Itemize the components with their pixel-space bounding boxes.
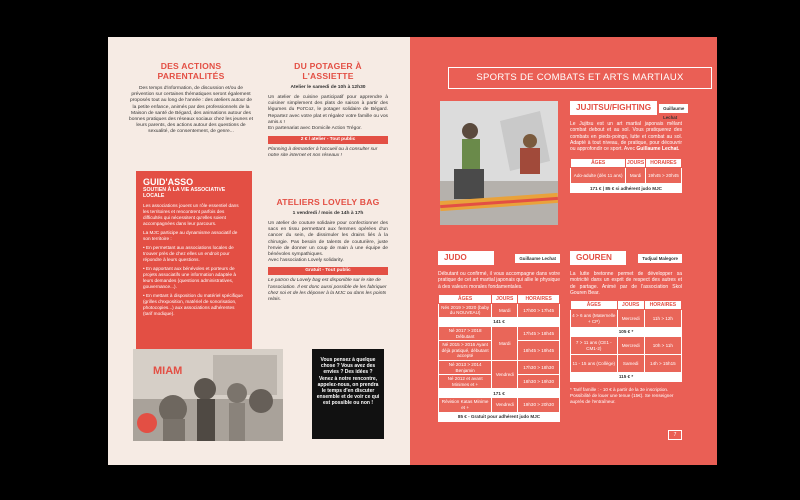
jujitsu-teacher: Guillaume Lechat <box>659 104 688 113</box>
miam-photo <box>133 349 283 441</box>
lovely-partner: Avec l'association Lovely solidarity. <box>268 258 344 264</box>
table-cell: Révision Katas Minime et + <box>439 398 492 412</box>
potager-price: 2 € / atelier - Tout public <box>268 136 388 144</box>
table-cell: Né 2012 et avant Minimes et + <box>439 375 492 389</box>
table-cell: 7 > 11 ans (CE1 - CM1-2) <box>571 337 618 355</box>
table-cell: Samedi <box>617 355 644 373</box>
miam-photo-image <box>133 349 283 441</box>
gouren-price-row: 115 € * <box>571 373 682 382</box>
martial-photo <box>440 101 558 225</box>
contact-box: Vous pensez à quelque chose ? Vous avez des envies ? Des idées ? Venez à notre rencontre, appelez-nous, on prendra le temps d'en discuter ensemble et de voir ce qui est possible ou non ! <box>312 349 384 439</box>
potager-subtitle: Atelier le samedi de 10h à 12h30 <box>290 85 366 90</box>
table-cell: Mercredi <box>617 337 644 355</box>
table-cell: 19h30 > 20h30 <box>518 398 560 412</box>
jujitsu-price: 171 € | 85 € si adhérent judo MJC <box>571 184 682 193</box>
page-number: 7 <box>668 430 682 440</box>
table-cell: 4 > 6 ans (Maternelle + CP) <box>571 310 618 328</box>
table-header: ÂGES <box>571 159 626 168</box>
table-header: ÂGES <box>439 294 492 303</box>
table-cell: 18h30 > 19h30 <box>518 375 560 389</box>
jujitsu-table <box>570 158 682 193</box>
table-cell: Vendredi <box>492 361 518 389</box>
table-row <box>571 310 682 328</box>
lovely-subtitle: 1 vendredi / mois de 14h à 17h <box>292 211 364 216</box>
guidasso-paragraph: Les associations jouent un rôle essentiel dans les territoires et rencontrent parfois des difficultés qui nécessitent qu'elles soient accompagnées dans leur parcours. <box>143 203 239 226</box>
jujitsu-title: JUJITSU/FIGHTING <box>570 101 657 115</box>
jujitsu-header <box>570 101 685 120</box>
right-page <box>410 37 717 465</box>
guidasso-title: GUID'ASSO <box>143 177 194 187</box>
judo-price-row: 171 € <box>439 389 560 398</box>
table-header: ÂGES <box>571 301 618 310</box>
potager-note: Planning à demander à l'accueil ou à consulter sur notre site internet et nos réseaux ! <box>268 147 378 159</box>
jujitsu-body-text: Le Jujitsu est un art martial japonais mêlant combat debout et au sol. Vous pratiquerez des combats en pieds-poings, lutte et combat au sol. Adapté à tout niveau, de pratique, pour découvrir ou approfondir ce sport. Avec <box>570 121 682 153</box>
left-page <box>108 37 410 465</box>
actions-title: DES ACTIONS PARENTALITÉS <box>157 61 225 81</box>
guidasso-paragraph: • En apportant aux bénévoles et porteurs de projets associatifs une information adaptée à leurs demandes (questions administratives, gouvernance...). <box>143 266 237 289</box>
potager-body: Un atelier de cuisine participatif pour apprendre à cuisiner simplement des plats de saison à partir des légumes du Pot'Coz, le potager solidaire de Bégard. Repartez avec votre plat et régalez votre famille ou vos amis.s ! <box>268 95 388 125</box>
table-row <box>439 303 560 317</box>
potager-partner: En partenariat avec Domicile Action Trégor. <box>268 126 362 132</box>
table-cell: Nés 2019 > 2020 (baby du NOUVEAU) <box>439 303 492 317</box>
table-cell: 17h00 > 17h45 <box>518 303 560 317</box>
table-cell: 17h45 > 18h45 <box>518 327 560 341</box>
guidasso-paragraph: • En permettant aux associations locales de trouver près de chez elles un endroit pour répondre à leurs questions. <box>143 245 234 262</box>
lovely-price: Gratuit - Tout public <box>268 267 388 275</box>
lovely-note: Le patron du Lovely bag est disponible sur le site de l'association. Il est donc aussi possible de les fabriquer chez soi et de les déposer à la MJC ou dans les points relais. <box>268 278 387 303</box>
judo-header <box>438 251 560 265</box>
judo-table <box>438 294 560 422</box>
table-row <box>571 168 682 184</box>
lovely-section <box>268 197 388 303</box>
table-header: JOURS <box>617 301 644 310</box>
gouren-title: GOUREN <box>570 251 626 265</box>
table-cell: Mardi <box>626 168 646 184</box>
guidasso-box <box>136 171 252 357</box>
jujitsu-body <box>570 121 682 152</box>
table-row <box>439 327 560 341</box>
table-cell: 11h > 12h <box>644 310 681 328</box>
table-cell: 14h > 15h15 <box>644 355 681 373</box>
table-cell: Mardi <box>492 303 518 317</box>
table-row <box>439 398 560 412</box>
table-cell: Vendredi <box>492 398 518 412</box>
table-header: HORAIRES <box>644 301 681 310</box>
table-cell: Ado-adulte (dès 11 ans) <box>571 168 626 184</box>
guidasso-paragraph: • En mettant à disposition du matériel spécifique (grilles d'exposition, matériel de sonorisation, photocopies...) aux associations adhérentes (tarif modique). <box>143 293 243 316</box>
table-cell: 10h > 11h <box>644 337 681 355</box>
gouren-table <box>570 300 682 382</box>
table-cell: Mardi <box>492 327 518 361</box>
table-row <box>439 361 560 375</box>
guidasso-subtitle: SOUTIEN À LA VIE ASSOCIATIVE LOCALE <box>143 187 226 199</box>
table-cell: Né 2015 > 2016 Ayant déjà pratiqué, débutant accepté <box>439 341 492 361</box>
table-cell: 19h45 > 20h45 <box>645 168 681 184</box>
table-cell: Né 2013 > 2014 Benjamin <box>439 361 492 375</box>
table-header: JOURS <box>492 294 518 303</box>
right-page-title: SPORTS DE COMBATS ET ARTS MARTIAUX <box>448 67 712 89</box>
judo-price: 85 € - Gratuit pour adhérent judo MJC <box>439 412 560 421</box>
actions-body: Des temps d'information, de discussion et/ou de prévention sur certaines thématiques seront également proposés tout au long de l'année : des ateliers autour de la petite enfance, animés par des professionnels de la Maison de santé de Bégard, des animations autour des bonnes pratiques des réseaux sociaux chez les jeunes et leurs parents, des actions autour des questions de sexualité, de consentement, de genre... <box>129 86 253 135</box>
martial-photo-image <box>440 101 558 225</box>
gouren-footnote: * Tarif famille : - 10 € à partir de la 3e inscription. Possibilité de louer une tenue (15€). Se renseigner auprès de l'entraîneur. <box>570 387 674 404</box>
table-cell: Né 2017 > 2018 Débutant <box>439 327 492 341</box>
miam-label: MIAM <box>153 365 183 377</box>
lovely-title: ATELIERS LOVELY BAG <box>276 197 380 207</box>
table-header: JOURS <box>626 160 645 167</box>
judo-price-row: 141 € <box>439 318 560 327</box>
table-header: HORAIRES <box>518 294 560 303</box>
lovely-body: Un atelier de couture solidaire pour confectionner des sacs en tissu permettant aux femmes opérées d'un cancer du sein, de dissimuler les drains liés à la chirurgie. Pas besoin de talents de couturière, juste l'envie de donner un coup de main à une équipe de bénévoles sympathiques. <box>268 221 388 258</box>
table-cell: 11 - 15 ans (Collège) <box>571 355 618 373</box>
table-row <box>571 337 682 355</box>
gouren-teacher: Tudjual Malegore <box>638 254 682 263</box>
table-cell: 18h45 > 19h45 <box>518 341 560 361</box>
judo-body: Débutant ou confirmé, il vous accompagne dans votre pratique de cet art martial japonais qui allie le physique à des valeurs morales fondamentales. <box>438 271 560 290</box>
table-cell: 17h30 > 18h30 <box>518 361 560 375</box>
judo-section <box>438 251 560 422</box>
table-row <box>571 355 682 373</box>
gouren-header <box>570 251 682 265</box>
judo-teacher: Guillaume Lechat <box>515 254 560 263</box>
table-header: HORAIRES <box>645 159 681 168</box>
judo-title: JUDO <box>438 251 494 265</box>
guidasso-paragraph: La MJC participe au dynamisme associatif de son territoire : <box>143 230 238 241</box>
gouren-section <box>570 251 682 405</box>
gouren-price-row: 105 € * <box>571 328 682 337</box>
jujitsu-body-bold: Guillaume Lechat. <box>636 146 680 153</box>
jujitsu-section <box>570 101 685 193</box>
gouren-body: La lutte bretonne permet de développer sa motricité dans un esprit de respect des autres et de partage. Animé par de l'association Skol Gouren Bear. <box>570 271 682 296</box>
potager-section <box>268 61 388 160</box>
table-cell: Mercredi <box>617 310 644 328</box>
actions-section <box>128 61 254 136</box>
potager-title: DU POTAGER À L'ASSIETTE <box>294 61 362 81</box>
